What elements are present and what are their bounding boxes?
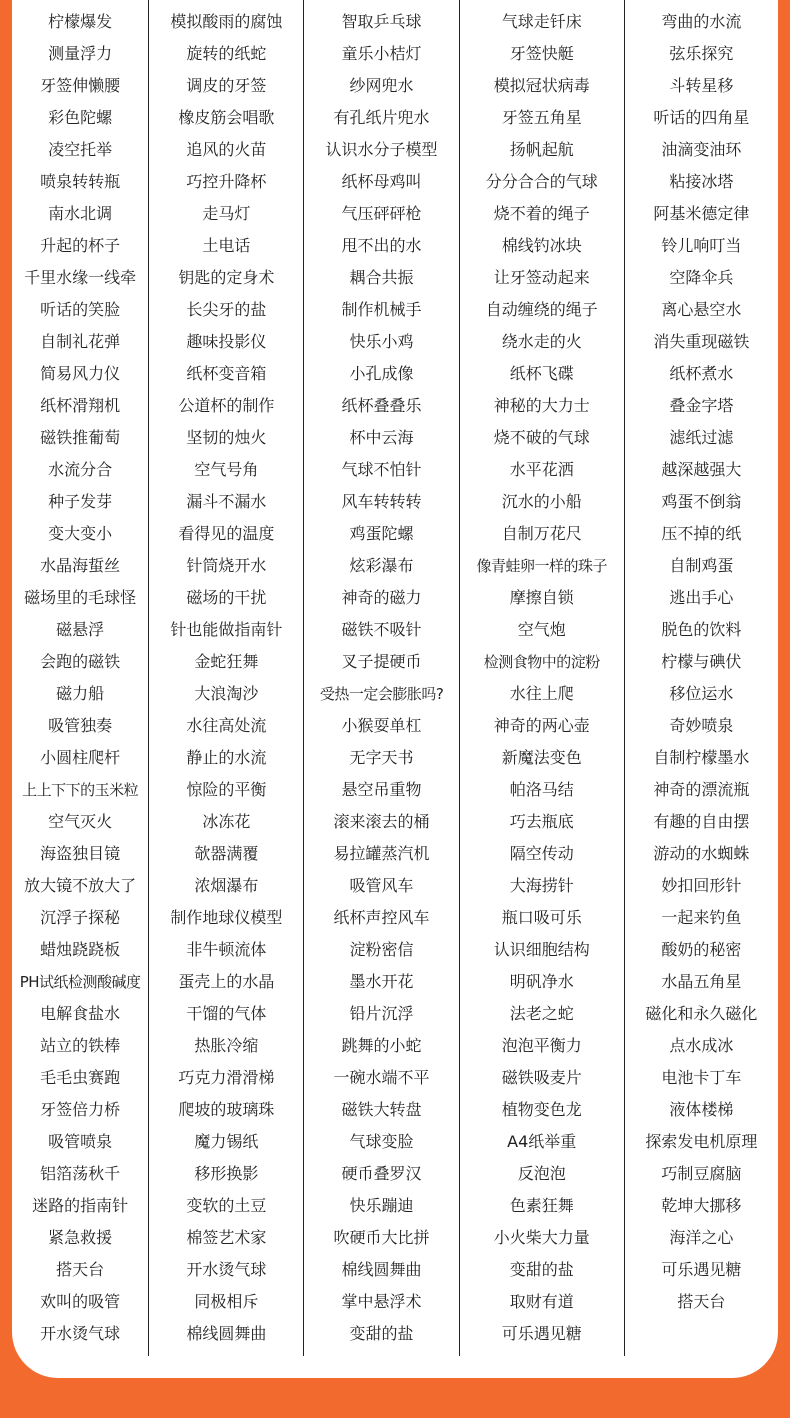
experiment-item: 消失重现磁铁 (653, 332, 750, 351)
experiment-item: 取财有道 (509, 1292, 574, 1311)
experiment-item: 阿基米德定律 (653, 204, 750, 223)
experiment-item: 变甜的盐 (349, 1324, 414, 1343)
experiment-item: 喷泉转转瓶 (40, 172, 121, 191)
experiment-item: 凌空托举 (48, 140, 113, 159)
experiment-item: 橡皮筋会唱歌 (178, 108, 275, 127)
experiment-item: 可乐遇见糖 (661, 1260, 742, 1279)
experiment-item: 魔力锡纸 (194, 1132, 259, 1151)
experiment-column-5 (624, 0, 778, 1356)
experiment-item: 钥匙的定身术 (178, 268, 275, 287)
experiment-item: 越深越强大 (661, 460, 742, 479)
experiment-item: 水晶五角星 (661, 972, 742, 991)
experiment-item: 吸管喷泉 (48, 1132, 113, 1151)
experiment-item: 磁力船 (56, 684, 105, 703)
experiment-item: 可乐遇见糖 (501, 1324, 582, 1343)
experiment-item: 弦乐探究 (669, 44, 734, 63)
experiment-item: 棉线钓冰块 (501, 236, 582, 255)
experiment-item: 快乐蹦迪 (349, 1196, 414, 1215)
experiment-item: 明矾净水 (509, 972, 574, 991)
experiment-item: 模拟冠状病毒 (493, 76, 590, 95)
experiment-item: 磁铁推葡萄 (40, 428, 121, 447)
experiment-item: 惊险的平衡 (186, 780, 267, 799)
experiment-item: 纸杯声控风车 (333, 908, 430, 927)
experiment-item: 游动的水蜘蛛 (653, 844, 750, 863)
experiment-item: 空气灭火 (48, 812, 113, 831)
experiment-item: 开水烫气球 (40, 1324, 121, 1343)
experiment-item: 干馏的气体 (186, 1004, 267, 1023)
experiment-item: 金蛇狂舞 (194, 652, 259, 671)
experiment-item: 放大镜不放大了 (24, 876, 137, 895)
experiment-item: 坚韧的烛火 (186, 428, 267, 447)
experiment-item: 搭天台 (56, 1260, 105, 1279)
experiment-item: 淀粉密信 (349, 940, 414, 959)
experiment-column-3 (303, 0, 458, 1356)
experiment-item: 空气炮 (517, 620, 566, 639)
experiment-item: 电池卡丁车 (661, 1068, 742, 1087)
experiment-item: 非牛顿流体 (186, 940, 267, 959)
experiment-item: 硬币叠罗汉 (341, 1164, 422, 1183)
experiment-item: 空气号角 (194, 460, 259, 479)
experiment-item: 热胀冷缩 (194, 1036, 259, 1055)
experiment-item: 磁铁大转盘 (341, 1100, 422, 1119)
experiment-item: 纸杯叠叠乐 (341, 396, 422, 415)
experiment-item: 让牙签动起来 (493, 268, 590, 287)
experiment-item: 自制鸡蛋 (669, 556, 734, 575)
experiment-item: 逃出手心 (669, 588, 734, 607)
experiment-item: 气球走钎床 (501, 12, 582, 31)
experiment-item: 变软的土豆 (186, 1196, 267, 1215)
experiment-item: 水往高处流 (186, 716, 267, 735)
experiment-item: 海洋之心 (669, 1228, 734, 1247)
experiment-item: 快乐小鸡 (349, 332, 414, 351)
experiment-item: 纸杯煮水 (669, 364, 734, 383)
experiment-item: A4纸举重 (507, 1132, 577, 1151)
experiment-item: 欹器满覆 (194, 844, 259, 863)
experiment-item: 追风的火苗 (186, 140, 267, 159)
experiment-item: 点水成冰 (669, 1036, 734, 1055)
experiment-item: 受热一定会膨胀吗? (319, 685, 444, 703)
experiment-item: 上上下下的玉米粒 (22, 781, 139, 799)
experiment-item: 隔空传动 (509, 844, 574, 863)
experiment-item: 乾坤大挪移 (661, 1196, 742, 1215)
experiment-item: 一碗水端不平 (333, 1068, 430, 1087)
experiment-item: 铃儿响叮当 (661, 236, 742, 255)
experiment-item: 纱网兜水 (349, 76, 414, 95)
experiment-item: 自制万花尺 (501, 524, 582, 543)
experiment-item: 旋转的纸蛇 (186, 44, 267, 63)
experiment-item: 墨水开花 (349, 972, 414, 991)
experiment-item: 长尖牙的盐 (186, 300, 267, 319)
experiment-item: 瓶口吸可乐 (501, 908, 582, 927)
experiment-item: 沉水的小船 (501, 492, 582, 511)
experiment-item: 升起的杯子 (40, 236, 121, 255)
experiment-item: 童乐小桔灯 (341, 44, 422, 63)
experiment-item: 开水烫气球 (186, 1260, 267, 1279)
experiment-item: 智取乒乓球 (341, 12, 422, 31)
experiment-item: 检测食物中的淀粉 (483, 653, 600, 671)
experiment-item: 水晶海蜇丝 (40, 556, 121, 575)
experiment-item: 制作地球仪模型 (170, 908, 283, 927)
experiment-item: 牙签倍力桥 (40, 1100, 121, 1119)
experiment-item: 铅片沉浮 (349, 1004, 414, 1023)
experiment-item: 像青蛙卵一样的珠子 (476, 557, 607, 575)
experiment-item: 空降伞兵 (669, 268, 734, 287)
experiment-item: 听话的笑脸 (40, 300, 121, 319)
experiment-item: 站立的铁棒 (40, 1036, 121, 1055)
experiment-item: 易拉罐蒸汽机 (333, 844, 430, 863)
experiment-item: 吹硬币大比拼 (333, 1228, 430, 1247)
experiment-item: 磁悬浮 (56, 620, 105, 639)
experiment-item: 静止的水流 (186, 748, 267, 767)
experiment-item: 鸡蛋陀螺 (349, 524, 414, 543)
experiment-item: 欢叫的吸管 (40, 1292, 121, 1311)
experiment-item: 扬帆起航 (509, 140, 574, 159)
experiment-item: 液体楼梯 (669, 1100, 734, 1119)
experiment-item: 水平花洒 (509, 460, 574, 479)
experiment-item: 冰冻花 (202, 812, 251, 831)
experiment-grid (12, 0, 778, 1356)
experiment-item: 巧控升降杯 (186, 172, 267, 191)
experiment-item: 神秘的大力士 (493, 396, 590, 415)
experiment-item: PH试纸检测酸碱度 (19, 973, 141, 991)
experiment-item: 绕水走的火 (501, 332, 582, 351)
experiment-item: 水流分合 (48, 460, 113, 479)
experiment-item: 认识水分子模型 (325, 140, 438, 159)
experiment-item: 看得见的温度 (178, 524, 275, 543)
experiment-item: 棉线圆舞曲 (186, 1324, 267, 1343)
experiment-item: 脱色的饮料 (661, 620, 742, 639)
experiment-item: 甩不出的水 (341, 236, 422, 255)
experiment-item: 大海捞针 (509, 876, 574, 895)
experiment-item: 一起来钓鱼 (661, 908, 742, 927)
experiment-item: 气球变脸 (349, 1132, 414, 1151)
experiment-item: 酸奶的秘密 (661, 940, 742, 959)
experiment-item: 杯中云海 (349, 428, 414, 447)
experiment-item: 纸杯飞碟 (509, 364, 574, 383)
experiment-item: 沉浮子探秘 (40, 908, 121, 927)
experiment-item: 无字天书 (349, 748, 414, 767)
experiment-item: 制作机械手 (341, 300, 422, 319)
experiment-item: 小孔成像 (349, 364, 414, 383)
experiment-item: 听话的四角星 (653, 108, 750, 127)
experiment-item: 巧制豆腐脑 (661, 1164, 742, 1183)
experiment-item: 会跑的磁铁 (40, 652, 121, 671)
experiment-item: 离心悬空水 (661, 300, 742, 319)
experiment-item: 烧不着的绳子 (493, 204, 590, 223)
experiment-item: 鸡蛋不倒翁 (661, 492, 742, 511)
experiment-item: 反泡泡 (517, 1164, 566, 1183)
experiment-item: 移位运水 (669, 684, 734, 703)
experiment-item: 掌中悬浮术 (341, 1292, 422, 1311)
experiment-item: 悬空吊重物 (341, 780, 422, 799)
experiment-item: 小猴耍单杠 (341, 716, 422, 735)
experiment-item: 新魔法变色 (501, 748, 582, 767)
experiment-item: 蜡烛跷跷板 (40, 940, 121, 959)
experiment-item: 电解食盐水 (40, 1004, 121, 1023)
experiment-item: 纸杯母鸡叫 (341, 172, 422, 191)
experiment-item: 海盗独目镜 (40, 844, 121, 863)
experiment-column-2 (148, 0, 303, 1356)
experiment-item: 耦合共振 (349, 268, 414, 287)
experiment-item: 自制礼花弹 (40, 332, 121, 351)
experiment-item: 蛋壳上的水晶 (178, 972, 275, 991)
experiment-item: 磁铁吸麦片 (501, 1068, 582, 1087)
experiment-item: 色素狂舞 (509, 1196, 574, 1215)
experiment-item: 测量浮力 (48, 44, 113, 63)
experiment-column-4 (459, 0, 624, 1356)
experiment-item: 磁化和永久磁化 (645, 1004, 758, 1023)
experiment-item: 走马灯 (202, 204, 251, 223)
experiment-item: 棉签艺术家 (186, 1228, 267, 1247)
experiment-item: 摩擦自锁 (509, 588, 574, 607)
experiment-item: 磁铁不吸针 (341, 620, 422, 639)
experiment-item: 土电话 (202, 236, 251, 255)
experiment-item: 牙签伸懒腰 (40, 76, 121, 95)
experiment-item: 爬坡的玻璃珠 (178, 1100, 275, 1119)
experiment-item: 种子发芽 (48, 492, 113, 511)
experiment-item: 叉子提硬币 (341, 652, 422, 671)
experiment-item: 自制柠檬墨水 (653, 748, 750, 767)
experiment-item: 模拟酸雨的腐蚀 (170, 12, 283, 31)
experiment-item: 泡泡平衡力 (501, 1036, 582, 1055)
experiment-item: 滚来滚去的桶 (333, 812, 430, 831)
experiment-item: 针也能做指南针 (170, 620, 283, 639)
experiment-item: 毛毛虫赛跑 (40, 1068, 121, 1087)
experiment-item: 叠金字塔 (669, 396, 734, 415)
experiment-item: 纸杯变音箱 (186, 364, 267, 383)
experiment-item: 变甜的盐 (509, 1260, 574, 1279)
experiment-item: 牙签快艇 (509, 44, 574, 63)
experiment-item: 小圆柱爬杆 (40, 748, 121, 767)
experiment-item: 粘接冰塔 (669, 172, 734, 191)
experiment-item: 针筒烧开水 (186, 556, 267, 575)
experiment-item: 变大变小 (48, 524, 113, 543)
experiment-item: 奇妙喷泉 (669, 716, 734, 735)
experiment-item: 神奇的两心壶 (493, 716, 590, 735)
experiment-item: 千里水缘一线牵 (24, 268, 137, 287)
experiment-item: 炫彩瀑布 (349, 556, 414, 575)
experiment-list-card (12, 0, 778, 1378)
experiment-item: 法老之蛇 (509, 1004, 574, 1023)
experiment-item: 有孔纸片兜水 (333, 108, 430, 127)
experiment-item: 小火柴大力量 (493, 1228, 590, 1247)
experiment-item: 认识细胞结构 (493, 940, 590, 959)
experiment-column-1 (12, 0, 148, 1356)
experiment-item: 趣味投影仪 (186, 332, 267, 351)
experiment-item: 风车转转转 (341, 492, 422, 511)
experiment-item: 公道杯的制作 (178, 396, 275, 415)
experiment-item: 植物变色龙 (501, 1100, 582, 1119)
experiment-item: 彩色陀螺 (48, 108, 113, 127)
experiment-item: 浓烟瀑布 (194, 876, 259, 895)
experiment-item: 简易风力仪 (40, 364, 121, 383)
experiment-item: 油滴变油环 (661, 140, 742, 159)
experiment-item: 气球不怕针 (341, 460, 422, 479)
experiment-item: 铝箔荡秋千 (40, 1164, 121, 1183)
experiment-item: 紧急救援 (48, 1228, 113, 1247)
experiment-item: 探索发电机原理 (645, 1132, 758, 1151)
experiment-item: 磁场的干扰 (186, 588, 267, 607)
experiment-item: 压不掉的纸 (661, 524, 742, 543)
experiment-item: 牙签五角星 (501, 108, 582, 127)
experiment-item: 纸杯滑翔机 (40, 396, 121, 415)
experiment-item: 南水北调 (48, 204, 113, 223)
experiment-item: 吸管风车 (349, 876, 414, 895)
experiment-item: 弯曲的水流 (661, 12, 742, 31)
experiment-item: 自动缠绕的绳子 (485, 300, 598, 319)
experiment-item: 吸管独奏 (48, 716, 113, 735)
experiment-item: 柠檬与碘伏 (661, 652, 742, 671)
experiment-item: 大浪淘沙 (194, 684, 259, 703)
experiment-item: 跳舞的小蛇 (341, 1036, 422, 1055)
experiment-item: 迷路的指南针 (32, 1196, 129, 1215)
experiment-item: 棉线圆舞曲 (341, 1260, 422, 1279)
experiment-item: 巧去瓶底 (509, 812, 574, 831)
experiment-item: 搭天台 (677, 1292, 726, 1311)
experiment-item: 有趣的自由摆 (653, 812, 750, 831)
experiment-item: 神奇的磁力 (341, 588, 422, 607)
experiment-item: 水往上爬 (509, 684, 574, 703)
experiment-item: 调皮的牙签 (186, 76, 267, 95)
experiment-item: 滤纸过滤 (669, 428, 734, 447)
experiment-item: 神奇的漂流瓶 (653, 780, 750, 799)
experiment-item: 烧不破的气球 (493, 428, 590, 447)
experiment-item: 妙扣回形针 (661, 876, 742, 895)
experiment-item: 分分合合的气球 (485, 172, 598, 191)
experiment-item: 磁场里的毛球怪 (24, 588, 137, 607)
experiment-item: 斗转星移 (669, 76, 734, 95)
experiment-item: 气压砰砰枪 (341, 204, 422, 223)
experiment-item: 漏斗不漏水 (186, 492, 267, 511)
experiment-item: 移形换影 (194, 1164, 259, 1183)
experiment-item: 柠檬爆发 (48, 12, 113, 31)
experiment-item: 同极相斥 (194, 1292, 259, 1311)
experiment-item: 帕洛马结 (509, 780, 574, 799)
experiment-item: 巧克力滑滑梯 (178, 1068, 275, 1087)
